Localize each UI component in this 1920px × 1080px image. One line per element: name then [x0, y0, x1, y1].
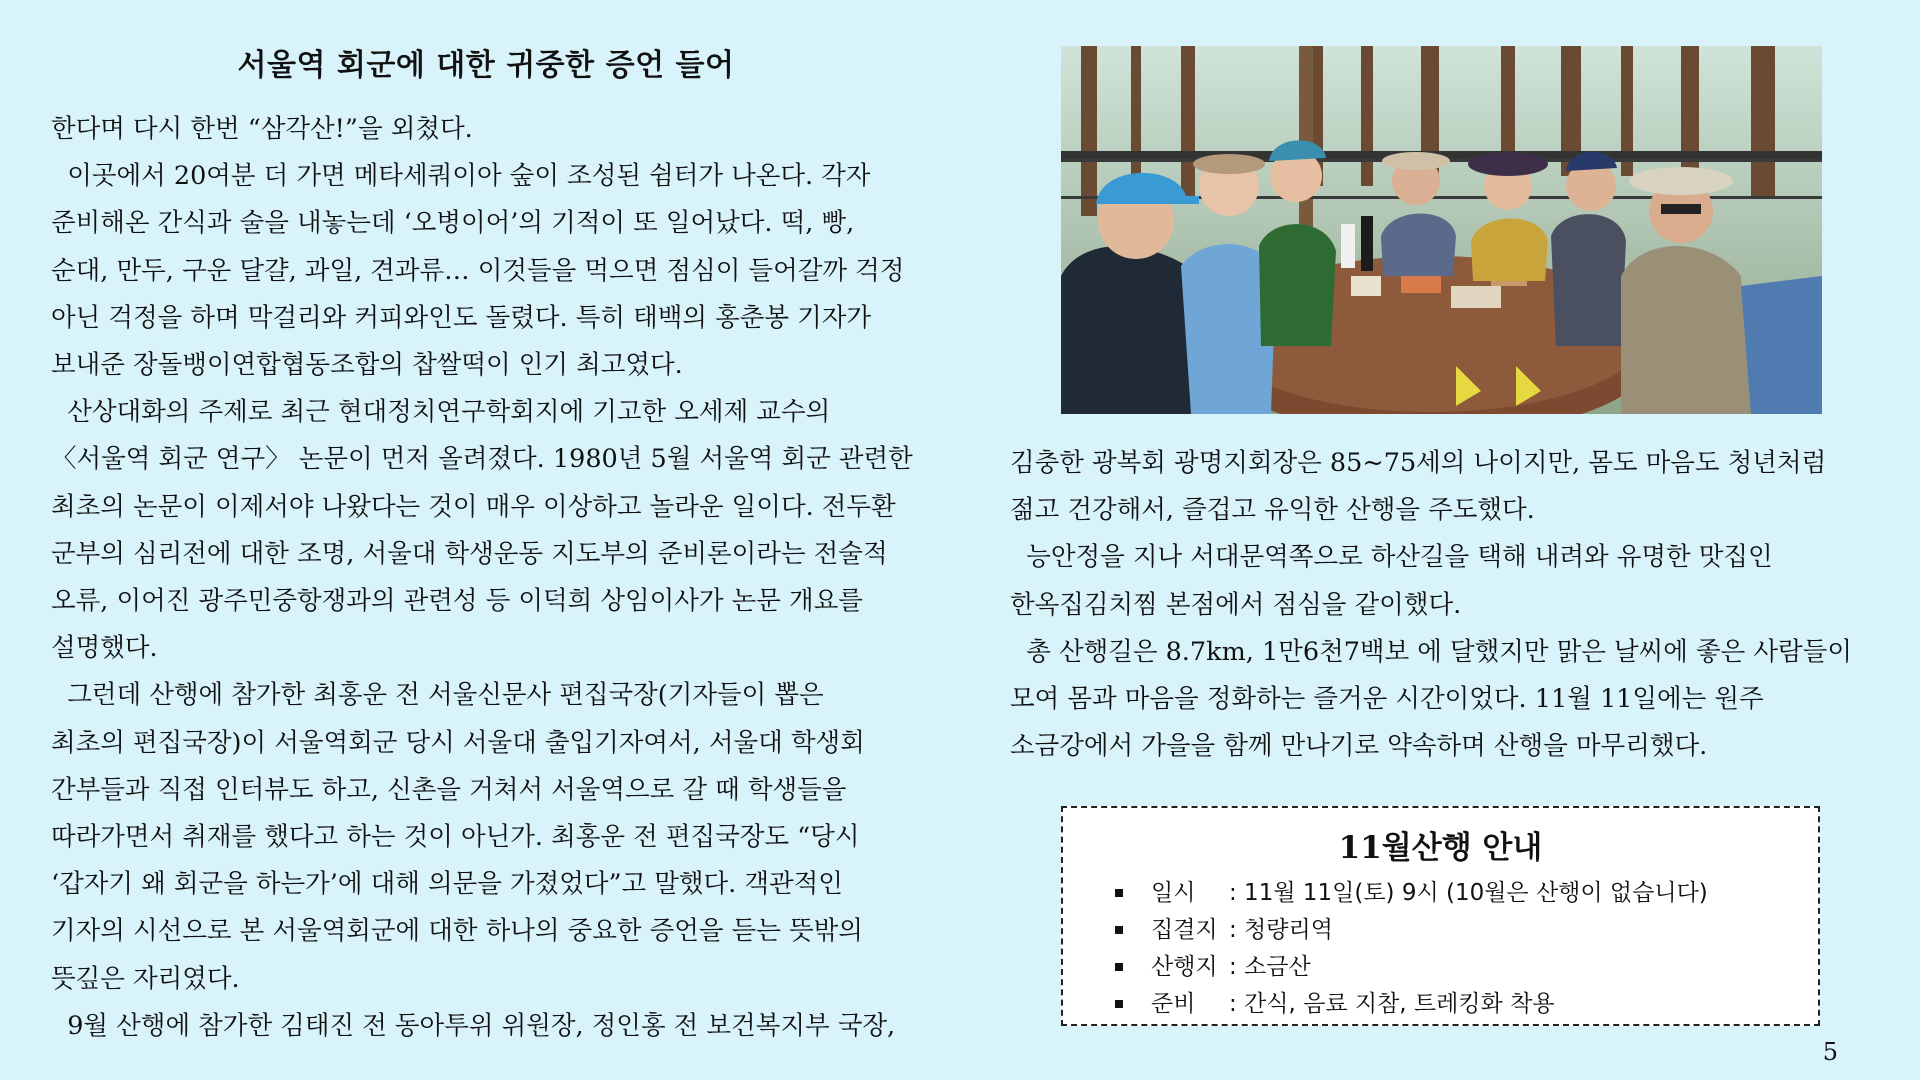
text-line: 순대, 만두, 구운 달걀, 과일, 견과류… 이것들을 먹으면 점심이 들어갈까 걱정	[51, 255, 905, 286]
notice-item-value: : 간식, 음료 지참, 트레킹화 착용	[1229, 991, 1555, 1017]
november-hike-notice-box	[1061, 806, 1820, 1026]
bullet-icon	[1115, 926, 1123, 934]
text-line: 총 산행길은 8.7km, 1만6천7백보 에 달했지만 맑은 날씨에 좋은 사람들이	[1010, 636, 1852, 667]
notice-list	[1063, 875, 1818, 1023]
text-line: 준비해온 간식과 술을 내놓는데 ‘오병이어’의 기적이 또 일어났다. 떡, 빵,	[51, 208, 855, 239]
text-line: 젊고 건강해서, 즐겁고 유익한 산행을 주도했다.	[1010, 495, 1535, 526]
text-line: 아닌 걱정을 하며 막걸리와 커피와인도 돌렸다. 특히 태백의 홍춘봉 기자가	[51, 302, 872, 333]
text-line: 9월 산행에 참가한 김태진 전 동아투위 위원장, 정인홍 전 보건복지부 국장,	[51, 1010, 896, 1041]
notice-item-date	[1151, 875, 1818, 912]
notice-item-value: : 청량리역	[1229, 917, 1333, 943]
bullet-icon	[1115, 963, 1123, 971]
text-line: 따라가면서 취재를 했다고 하는 것이 아닌가. 최홍운 전 편집국장도 “당시	[51, 822, 860, 853]
text-line: 간부들과 직접 인터뷰도 하고, 신촌을 거쳐서 서울역으로 갈 때 학생들을	[51, 774, 847, 805]
text-line: 김충한 광복회 광명지회장은 85~75세의 나이지만, 몸도 마음도 청년처럼	[1010, 448, 1827, 478]
notice-item-value: : 11월 11일(토) 9시 (10월은 산행이 없습니다)	[1229, 880, 1708, 906]
text-line: 보내준 장돌뱅이연합협동조합의 찹쌀떡이 인기 최고였다.	[51, 350, 683, 381]
notice-item-meeting-place	[1151, 912, 1818, 949]
text-line: 군부의 심리전에 대한 조명, 서울대 학생운동 지도부의 준비론이라는 전술적	[51, 538, 888, 569]
photo-illustration	[1061, 46, 1822, 414]
right-column	[1010, 440, 1870, 770]
text-line: 최초의 편집국장)이 서울역회군 당시 서울대 출입기자여서, 서울대 학생회	[51, 727, 865, 758]
hiking-group-photo	[1061, 46, 1822, 414]
text-line: 이곳에서 20여분 더 가면 메타세쿼이아 숲이 조성된 쉼터가 나온다. 각자	[51, 161, 871, 192]
text-line: 능안정을 지나 서대문역쪽으로 하산길을 택해 내려와 유명한 맛집인	[1010, 542, 1773, 573]
text-line: 뜻깊은 자리였다.	[51, 963, 240, 994]
text-line: 설명했다.	[51, 633, 158, 664]
left-column	[51, 40, 921, 1050]
text-line: 오류, 이어진 광주민중항쟁과의 관련성 등 이덕희 상임이사가 논문 개요를	[51, 586, 863, 617]
text-line: 최초의 논문이 이제서야 나왔다는 것이 매우 이상하고 놀라운 일이다. 전두환	[51, 491, 896, 522]
notice-item-label: 산행지	[1151, 954, 1218, 980]
bullet-icon	[1115, 889, 1123, 897]
notice-item-destination	[1151, 949, 1818, 986]
text-line: 모여 몸과 마음을 정화하는 즐거운 시간이었다. 11월 11일에는 원주	[1010, 684, 1764, 715]
notice-item-preparation	[1151, 986, 1818, 1023]
page-number: 5	[1822, 1038, 1838, 1066]
notice-item-label: 일시	[1151, 880, 1196, 906]
text-line: 소금강에서 가을을 함께 만나기로 약속하며 산행을 마무리했다.	[1010, 731, 1708, 762]
text-line: 산상대화의 주제로 최근 현대정치연구학회지에 기고한 오세제 교수의	[51, 397, 831, 428]
article-headline: 서울역 회군에 대한 귀중한 증언 들어	[237, 48, 735, 83]
notice-item-value: : 소금산	[1229, 954, 1311, 980]
bullet-icon	[1115, 1000, 1123, 1008]
text-line: 〈서울역 회군 연구〉 논문이 먼저 올려졌다. 1980년 5월 서울역 회군 관련한	[51, 444, 913, 475]
notice-item-label: 준비	[1151, 991, 1196, 1017]
left-body-text	[51, 106, 921, 1050]
text-line: 한옥집김치찜 본점에서 점심을 같이했다.	[1010, 589, 1462, 620]
notice-title: 11월산행 안내	[1338, 830, 1543, 866]
right-body-text	[1010, 440, 1870, 770]
text-line: 기자의 시선으로 본 서울역회군에 대한 하나의 중요한 증언을 듣는 뜻밖의	[51, 916, 863, 947]
text-line: ‘갑자기 왜 회군을 하는가’에 대해 의문을 가졌었다”고 말했다. 객관적인	[51, 869, 843, 900]
text-line: 한다며 다시 한번 “삼각산!”을 외쳤다.	[51, 114, 473, 144]
notice-item-label: 집결지	[1151, 917, 1218, 943]
text-line: 그런데 산행에 참가한 최홍운 전 서울신문사 편집국장(기자들이 뽑은	[51, 680, 824, 711]
